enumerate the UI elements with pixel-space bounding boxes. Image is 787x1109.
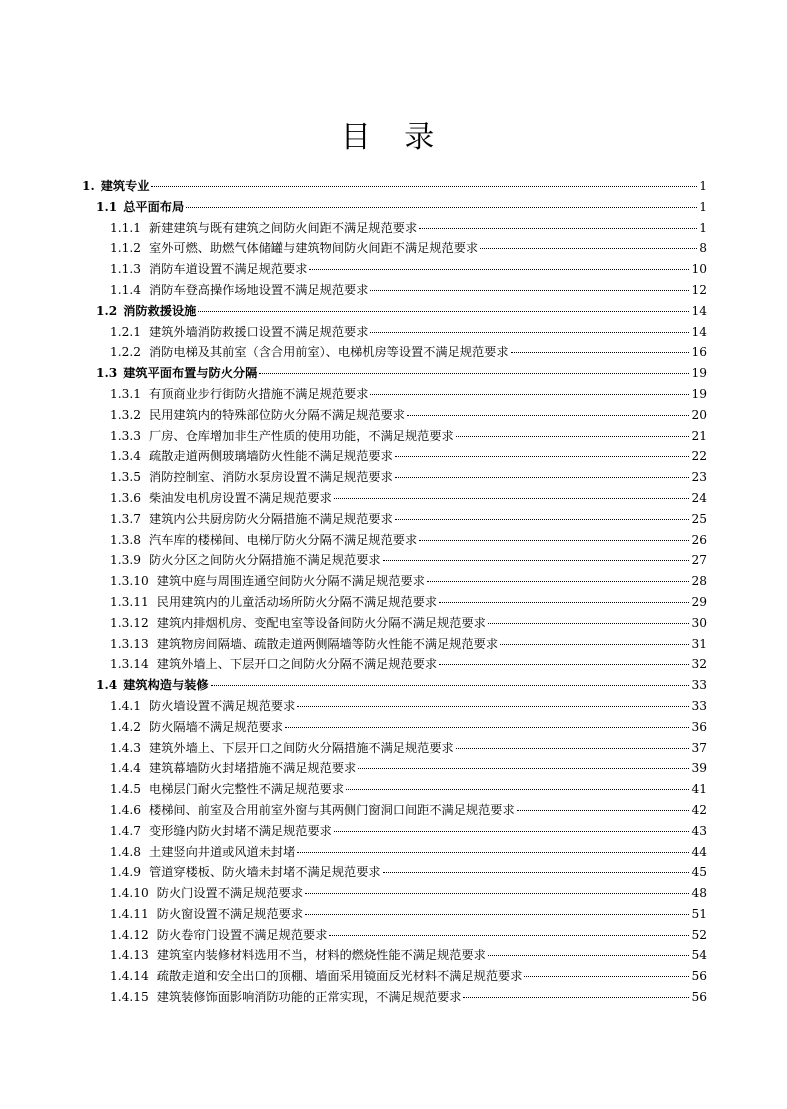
toc-entry-title: 防火门设置不满足规范要求 (156, 886, 304, 901)
toc-entry-number: 1.4.12 (110, 927, 149, 942)
toc-entry-number: 1.3.5 (110, 470, 142, 485)
toc-entry[interactable] (82, 634, 707, 655)
toc-entry[interactable] (82, 966, 707, 987)
toc-entry[interactable] (82, 945, 707, 966)
toc-entry[interactable] (82, 530, 707, 551)
toc-entry-title: 建筑内公共厨房防火分隔措施不满足规范要求 (149, 511, 393, 526)
dot-leader (419, 539, 689, 541)
toc-entry[interactable] (82, 197, 707, 218)
toc-entry[interactable] (82, 218, 707, 239)
toc-entry[interactable] (82, 758, 707, 779)
toc-entry-number: 1.3.7 (110, 511, 142, 526)
dot-leader (456, 747, 690, 749)
toc-entry[interactable] (82, 301, 707, 322)
toc-entry[interactable] (82, 405, 707, 426)
toc-entry-number: 1.4.1 (110, 698, 142, 713)
toc-entry-title: 防火墙设置不满足规范要求 (149, 698, 296, 713)
toc-entry[interactable] (82, 987, 707, 1008)
toc-entry-number: 1.3.12 (110, 615, 149, 630)
toc-entry-title: 防火隔墙不满足规范要求 (149, 719, 284, 734)
toc-entry-title: 楼梯间、前室及合用前室外窗与其两侧门窗洞口间距不满足规范要求 (149, 802, 515, 817)
toc-entry[interactable] (82, 738, 707, 759)
dot-leader (259, 372, 689, 374)
toc-entry-page: 56 (691, 990, 707, 1005)
toc-entry-page: 1 (699, 199, 707, 214)
toc-entry-page: 37 (691, 740, 707, 755)
toc-entry-page: 22 (691, 449, 707, 464)
toc-entry[interactable] (82, 363, 707, 384)
dot-leader (407, 414, 690, 416)
toc-entry-number: 1.1.2 (110, 241, 142, 256)
toc-entry-title: 柴油发电机房设置不满足规范要求 (149, 490, 332, 505)
toc-entry-page: 23 (691, 470, 707, 485)
toc-entry[interactable] (82, 384, 707, 405)
toc-entry-title: 疏散走道两侧玻璃墙防火性能不满足规范要求 (149, 449, 393, 464)
dot-leader (151, 185, 697, 187)
toc-entry-number: 1.3.1 (110, 386, 142, 401)
toc-entry-number: 1.4.14 (110, 969, 149, 984)
toc-entry-page: 27 (691, 553, 707, 568)
toc-entry-number: 1.3.13 (110, 636, 149, 651)
toc-entry-number: 1.4.7 (110, 823, 142, 838)
toc-entry-page: 8 (699, 241, 707, 256)
toc-entry[interactable] (82, 779, 707, 800)
toc-entry-page: 45 (691, 865, 707, 880)
toc-entry-title: 消防救援设施 (123, 303, 197, 318)
toc-entry-page: 39 (691, 761, 707, 776)
dot-leader (358, 767, 689, 769)
toc-entry[interactable] (82, 467, 707, 488)
toc-entry-page: 48 (691, 886, 707, 901)
table-of-contents (82, 176, 707, 1008)
toc-entry-title: 有顶商业步行街防火措施不满足规范要求 (149, 386, 369, 401)
dot-leader (305, 892, 689, 894)
toc-entry-title: 建筑幕墙防火封堵措施不满足规范要求 (149, 761, 357, 776)
toc-entry[interactable] (82, 509, 707, 530)
toc-entry[interactable] (82, 176, 707, 197)
toc-entry-number: 1. (82, 179, 95, 193)
toc-entry-number: 1.4.10 (110, 886, 149, 901)
toc-entry-number: 1.4.5 (110, 782, 142, 797)
dot-leader (186, 206, 697, 208)
dot-leader (285, 726, 689, 728)
toc-entry-page: 16 (691, 345, 707, 360)
toc-entry-title: 建筑专业 (100, 179, 150, 193)
toc-entry-title: 管道穿楼板、防火墙未封堵不满足规范要求 (149, 865, 381, 880)
dot-leader (517, 809, 690, 811)
toc-entry-title: 建筑中庭与周围连通空间防火分隔不满足规范要求 (156, 574, 425, 589)
dot-leader (439, 601, 689, 603)
toc-entry-title: 疏散走道和安全出口的顶棚、墙面采用镜面反光材料不满足规范要求 (156, 969, 523, 984)
toc-entry-page: 14 (691, 324, 707, 339)
toc-entry-page: 19 (691, 366, 707, 381)
toc-entry-title: 建筑构造与装修 (123, 678, 209, 693)
toc-entry-page: 33 (691, 678, 707, 693)
toc-entry-title: 消防车道设置不满足规范要求 (149, 262, 308, 277)
dot-leader (500, 643, 689, 645)
dot-leader (488, 622, 690, 624)
toc-entry-number: 1.3.8 (110, 532, 142, 547)
dot-leader (395, 476, 690, 478)
dot-leader (480, 247, 697, 249)
dot-leader (211, 684, 690, 686)
toc-entry-number: 1.4.11 (110, 906, 149, 921)
toc-entry[interactable] (82, 821, 707, 842)
toc-entry[interactable] (82, 675, 707, 696)
toc-entry-page: 29 (691, 594, 707, 609)
toc-entry[interactable] (82, 842, 707, 863)
toc-entry-number: 1.3 (96, 366, 118, 381)
toc-entry-page: 54 (691, 948, 707, 963)
toc-entry-page: 32 (691, 657, 707, 672)
toc-entry-title: 变形缝内防火封堵不满足规范要求 (149, 823, 332, 838)
dot-leader (456, 435, 690, 437)
toc-entry[interactable] (82, 800, 707, 821)
toc-entry-number: 1.4.15 (110, 990, 149, 1005)
toc-entry-number: 1.3.11 (110, 594, 149, 609)
toc-entry-number: 1.3.2 (110, 407, 142, 422)
toc-entry-title: 总平面布局 (123, 199, 185, 214)
toc-entry-page: 41 (691, 782, 707, 797)
toc-entry-title: 防火窗设置不满足规范要求 (156, 906, 304, 921)
dot-leader (439, 663, 689, 665)
toc-entry-page: 56 (691, 969, 707, 984)
toc-entry[interactable] (82, 862, 707, 883)
toc-entry-title: 厂房、仓库增加非生产性质的使用功能，不满足规范要求 (149, 428, 454, 443)
toc-entry[interactable] (82, 883, 707, 904)
toc-entry-number: 1.4.13 (110, 948, 149, 963)
toc-entry-page: 24 (691, 490, 707, 505)
toc-entry-title: 新建建筑与既有建筑之间防火间距不满足规范要求 (149, 220, 418, 235)
toc-entry[interactable] (82, 904, 707, 925)
toc-entry-number: 1.4.4 (110, 761, 142, 776)
toc-entry-page: 33 (691, 698, 707, 713)
dot-leader (511, 351, 690, 353)
toc-entry-title: 建筑物房间隔墙、疏散走道两侧隔墙等防火性能不满足规范要求 (156, 636, 499, 651)
toc-entry-page: 1 (699, 220, 707, 235)
toc-entry-page: 20 (691, 407, 707, 422)
toc-entry-page: 36 (691, 719, 707, 734)
toc-entry-number: 1.3.4 (110, 449, 142, 464)
toc-entry-number: 1.4.3 (110, 740, 142, 755)
toc-entry-number: 1.3.3 (110, 428, 142, 443)
toc-entry-title: 消防车登高操作场地设置不满足规范要求 (149, 282, 369, 297)
toc-entry[interactable] (82, 550, 707, 571)
dot-leader (334, 830, 690, 832)
dot-leader (419, 227, 697, 229)
dot-leader (370, 289, 689, 291)
toc-entry-number: 1.4 (96, 678, 118, 693)
toc-entry-title: 消防电梯及其前室（含合用前室）、电梯机房等设置不满足规范要求 (149, 345, 509, 360)
toc-entry-page: 42 (691, 802, 707, 817)
toc-entry-number: 1.2.2 (110, 345, 142, 360)
dot-leader (383, 559, 690, 561)
toc-entry-page: 43 (691, 823, 707, 838)
dot-leader (383, 871, 690, 873)
page-title: 目 录 (340, 120, 447, 156)
toc-entry[interactable] (82, 696, 707, 717)
dot-leader (370, 331, 689, 333)
toc-entry-page: 26 (691, 532, 707, 547)
dot-leader (463, 996, 689, 998)
toc-entry-page: 51 (691, 906, 707, 921)
toc-entry[interactable] (82, 446, 707, 467)
toc-entry-page: 14 (691, 303, 707, 318)
toc-entry-page: 52 (691, 927, 707, 942)
dot-leader (297, 705, 689, 707)
toc-entry-number: 1.3.10 (110, 574, 149, 589)
toc-entry[interactable] (82, 426, 707, 447)
toc-entry[interactable] (82, 613, 707, 634)
toc-entry-title: 防火分区之间防火分隔措施不满足规范要求 (149, 553, 381, 568)
toc-entry-title: 防火卷帘门设置不满足规范要求 (156, 927, 328, 942)
toc-entry[interactable] (82, 259, 707, 280)
dot-leader (198, 310, 689, 312)
toc-entry-number: 1.4.2 (110, 719, 142, 734)
toc-entry-page: 31 (691, 636, 707, 651)
toc-entry-page: 1 (699, 179, 707, 193)
toc-entry-page: 10 (691, 262, 707, 277)
toc-entry[interactable] (82, 238, 707, 259)
toc-entry-title: 建筑外墙上、下层开口之间防火分隔不满足规范要求 (156, 657, 438, 672)
toc-entry-number: 1.4.8 (110, 844, 142, 859)
toc-entry[interactable] (82, 488, 707, 509)
dot-leader (488, 954, 690, 956)
toc-entry[interactable] (82, 654, 707, 675)
toc-entry[interactable] (82, 925, 707, 946)
toc-entry-page: 21 (691, 428, 707, 443)
toc-entry-title: 民用建筑内的儿童活动场所防火分隔不满足规范要求 (156, 594, 438, 609)
toc-entry-title: 消防控制室、消防水泵房设置不满足规范要求 (149, 470, 393, 485)
toc-entry-page: 12 (691, 282, 707, 297)
toc-entry-title: 民用建筑内的特殊部位防火分隔不满足规范要求 (149, 407, 405, 422)
toc-entry[interactable] (82, 717, 707, 738)
toc-entry[interactable] (82, 592, 707, 613)
toc-entry-page: 25 (691, 511, 707, 526)
toc-entry-number: 1.2.1 (110, 324, 142, 339)
dot-leader (427, 580, 690, 582)
dot-leader (524, 975, 689, 977)
toc-entry-number: 1.1.4 (110, 282, 142, 297)
dot-leader (370, 393, 689, 395)
toc-entry-title: 建筑装修饰面影响消防功能的正常实现，不满足规范要求 (156, 990, 462, 1005)
toc-entry[interactable] (82, 342, 707, 363)
dot-leader (329, 934, 689, 936)
toc-entry-title: 建筑外墙上、下层开口之间防火分隔措施不满足规范要求 (149, 740, 454, 755)
toc-entry-page: 28 (691, 574, 707, 589)
toc-entry-page: 44 (691, 844, 707, 859)
dot-leader (309, 268, 689, 270)
toc-entry-number: 1.3.14 (110, 657, 149, 672)
toc-entry-title: 建筑内排烟机房、变配电室等设备间防火分隔不满足规范要求 (156, 615, 486, 630)
toc-entry-number: 1.1.3 (110, 262, 142, 277)
toc-entry-title: 汽车库的楼梯间、电梯厅防火分隔不满足规范要求 (149, 532, 418, 547)
toc-entry-number: 1.3.6 (110, 490, 142, 505)
toc-entry-title: 建筑室内装修材料选用不当，材料的燃烧性能不满足规范要求 (156, 948, 486, 963)
toc-entry-page: 30 (691, 615, 707, 630)
toc-entry-title: 建筑外墙消防救援口设置不满足规范要求 (149, 324, 369, 339)
toc-entry-title: 电梯层门耐火完整性不满足规范要求 (149, 782, 345, 797)
toc-entry-title: 建筑平面布置与防火分隔 (123, 366, 258, 381)
toc-entry-number: 1.1.1 (110, 220, 142, 235)
toc-entry-number: 1.2 (96, 303, 118, 318)
toc-entry-title: 土建竖向井道或风道未封堵 (149, 844, 296, 859)
toc-entry-page: 19 (691, 386, 707, 401)
dot-leader (395, 518, 690, 520)
toc-entry-number: 1.4.9 (110, 865, 142, 880)
dot-leader (346, 788, 689, 790)
dot-leader (305, 913, 689, 915)
toc-entry[interactable] (82, 280, 707, 301)
toc-entry-number: 1.4.6 (110, 802, 142, 817)
toc-entry-number: 1.1 (96, 199, 118, 214)
toc-entry-title: 室外可燃、助燃气体储罐与建筑物间防火间距不满足规范要求 (149, 241, 479, 256)
dot-leader (297, 851, 689, 853)
toc-entry[interactable] (82, 571, 707, 592)
dot-leader (395, 455, 690, 457)
toc-entry[interactable] (82, 322, 707, 343)
toc-entry-number: 1.3.9 (110, 553, 142, 568)
dot-leader (334, 497, 690, 499)
